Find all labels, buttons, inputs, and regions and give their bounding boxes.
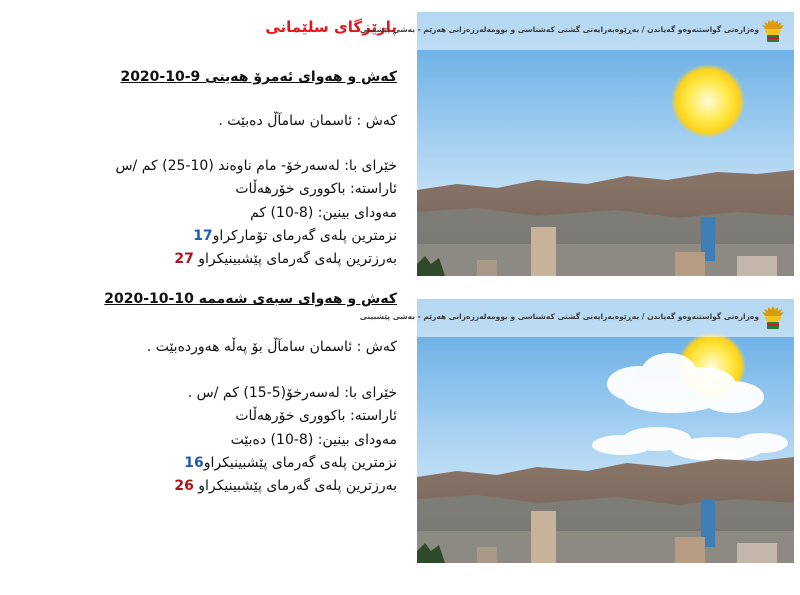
max-temp-value: 26 [174,478,194,494]
forecast-today-direction: ئاراستە: باکووری خۆرهەڵات [235,181,397,197]
banner-text: وەزارەتی گواستنەوەو گەیاندن / بەڕێوەبەرایەتی گشتی کەشناسی و بوومەلەرزەزانی هەرێم - بەشی پێشبینی [359,312,759,321]
kurdistan-emblem-icon [758,302,788,332]
min-temp-value: 16 [184,455,204,471]
ministry-banner [359,12,794,50]
forecast-tomorrow-image [359,299,794,563]
partly-cloudy-sky-illustration [359,299,794,563]
forecast-today-visibility: مەودای بینین: (8-10) کم [250,205,397,221]
tower-building [531,511,556,563]
max-temp-value: 27 [174,251,194,267]
forecast-today-max-temp [174,251,397,267]
forecast-today-header: کەش و هەوای ئەمرۆ هەینی 9-10-2020 [120,69,397,85]
forecast-tomorrow-header: کەش و هەوای سبەی شەممە 10-10-2020 [104,291,397,307]
max-temp-label: بەرزترین پلەی گەرمای پێشبینیکراو [198,478,397,494]
forecast-tomorrow-direction: ئاراستە: باکووری خۆرهەڵات [235,408,397,424]
min-temp-value: 17 [193,228,213,244]
min-temp-label: نزمترین پلەی گەرمای پێشبینیکراو [203,455,397,471]
ministry-banner [359,299,794,337]
forecast-tomorrow-sky: کەش : ئاسمان سامآڵ بۆ پەڵە هەوردەبێت . [146,339,397,355]
sun-icon [671,64,745,138]
forecast-today-image [359,12,794,276]
banner-text: وەزارەتی گواستنەوەو گەیاندن / بەڕێوەبەرایەتی گشتی کەشناسی و بوومەلەرزەزانی هەرێم - بەشی پێشبینی [359,25,759,34]
forecast-tomorrow-max-temp [174,478,397,494]
forecast-today-min-temp [193,228,397,244]
tower-building [531,227,556,276]
forecast-today-sky: کەش : ئاسمان سامآڵ دەبێت . [218,113,397,129]
min-temp-label: نزمترین پلەی گەرمای تۆمارکراو [212,228,397,244]
forecast-tomorrow-min-temp [184,455,397,471]
forecast-tomorrow-visibility: مەودای بینین: (8-10) دەبێت [230,432,397,448]
forecast-today-wind: خێرای با: لەسەرخۆ- مام ناوەند (10-25) کم /س [115,158,397,174]
kurdistan-emblem-icon [758,15,788,45]
sunny-sky-illustration [359,12,794,276]
max-temp-label: بەرزترین پلەی گەرمای پێشبینیکراو [198,251,397,267]
province-title: پارێزگای سلێمانی [265,18,397,36]
forecast-tomorrow-wind: خێرای با: لەسەرخۆ(5-15) کم /س . [187,385,397,401]
